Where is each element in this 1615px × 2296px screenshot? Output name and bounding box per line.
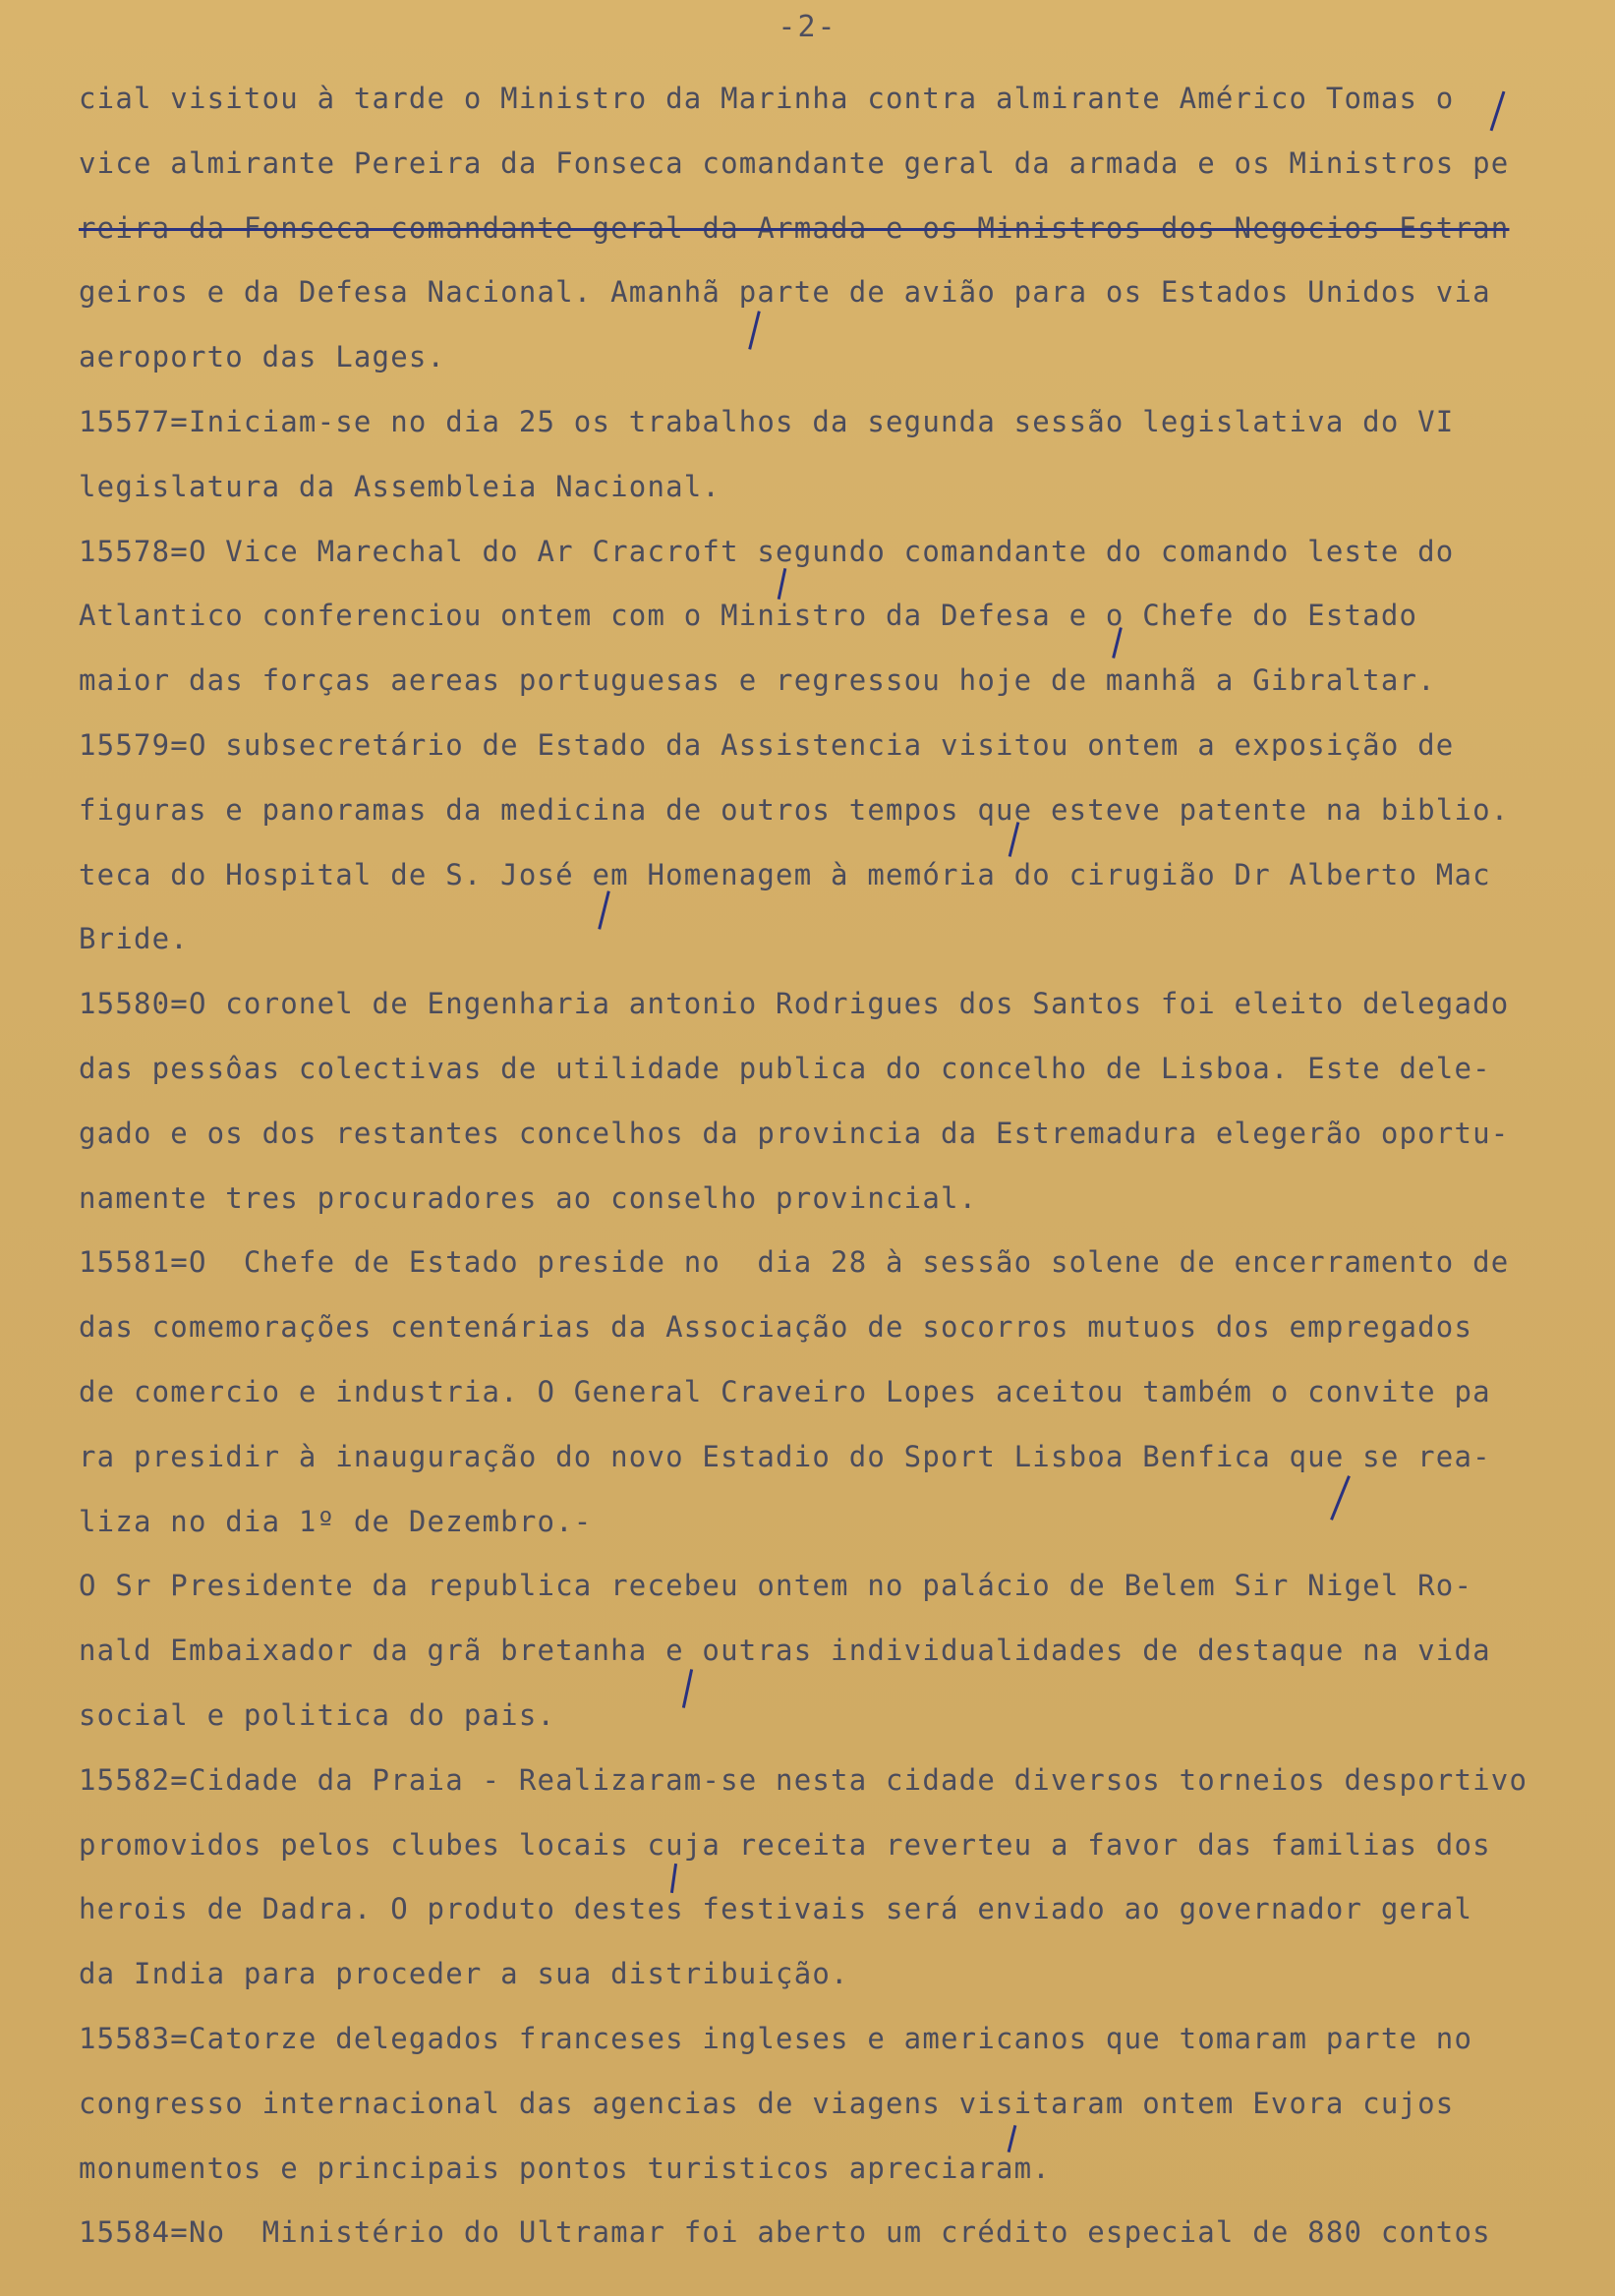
paragraph-start: 15580=O coronel de Engenharia antonio Rodrigues dos Santos foi eleito delegado [79, 987, 1510, 1021]
text-line: cial visitou à tarde o Ministro da Marinha contra almirante Américo Tomas o [79, 82, 1455, 115]
paragraph-start: O Sr Presidente da republica recebeu ontem no palácio de Belem Sir Nigel Ro- [79, 1569, 1473, 1603]
text-line: da India para proceder a sua distribuição. [79, 1957, 849, 1991]
text-line: social e politica do pais. [79, 1697, 556, 1732]
text-line: Bride. [79, 922, 189, 956]
text-line: herois de Dadra. O produto destes festivais será enviado ao governador geral [79, 1892, 1473, 1926]
paragraph-start: 15583=Catorze delegados franceses ingleses e americanos que tomaram parte no [79, 2021, 1473, 2055]
text-line: monumentos e principais pontos turisticos apreciaram. [79, 2151, 1051, 2185]
text-line: teca do Hospital de S. José em Homenagem à memória do cirugião Dr Alberto Mac [79, 857, 1491, 891]
text-line: legislatura da Assembleia Nacional. [79, 469, 721, 503]
paragraph-start: 15578=O Vice Marechal do Ar Cracroft segundo comandante do comando leste do [79, 534, 1455, 568]
text-line: ra presidir à inauguração do novo Estadio do Sport Lisboa Benfica que se rea- [79, 1439, 1491, 1473]
text-line: Atlantico conferenciou ontem com o Ministro da Defesa e o Chefe do Estado [79, 599, 1418, 633]
paragraph-start: 15584=No Ministério do Ultramar foi aberto um crédito especial de 880 contos [79, 2215, 1491, 2250]
text-line: promovidos pelos clubes locais cuja receita reverteu a favor das familias dos [79, 1827, 1491, 1862]
paragraph-start: 15579=O subsecretário de Estado da Assistencia visitou ontem a exposição de [79, 727, 1455, 762]
text-line: congresso internacional das agencias de viagens visitaram ontem Evora cujos [79, 2086, 1455, 2120]
strikethrough-text: reira da Fonseca comandante geral da Armada e os Ministros dos Negocios Estran [79, 210, 1510, 245]
page-number: -2- [778, 10, 837, 44]
text-line: figuras e panoramas da medicina de outros tempos que esteve patente na biblio. [79, 792, 1510, 827]
paragraph-start: 15581=O Chefe de Estado preside no dia 28 à sessão solene de encerramento de [79, 1245, 1510, 1280]
paragraph-start: 15582=Cidade da Praia - Realizaram-se nesta cidade diversos torneios desportivo [79, 1762, 1528, 1797]
text-line: geiros e da Defesa Nacional. Amanhã parte de avião para os Estados Unidos via [79, 275, 1491, 310]
text-line: vice almirante Pereira da Fonseca comandante geral da armada e os Ministros pe [79, 145, 1510, 180]
document-body [79, 67, 1592, 2266]
text-line: liza no dia 1º de Dezembro.- [79, 1504, 593, 1538]
text-line: das pessôas colectivas de utilidade publica do concelho de Lisboa. Este dele- [79, 1051, 1491, 1085]
text-line-struck [79, 197, 1592, 261]
text-line: gado e os dos restantes concelhos da provincia da Estremadura elegerão oportu- [79, 1116, 1510, 1150]
text-line: de comercio e industria. O General Craveiro Lopes aceitou também o convite pa [79, 1374, 1491, 1408]
text-line: das comemorações centenárias da Associação de socorros mutuos dos empregados [79, 1310, 1473, 1345]
text-line: maior das forças aereas portuguesas e regressou hoje de manhã a Gibraltar. [79, 663, 1436, 698]
text-line: namente tres procuradores ao conselho provincial. [79, 1180, 978, 1215]
text-line: nald Embaixador da grã bretanha e outras individualidades de destaque na vida [79, 1634, 1491, 1668]
paragraph-start: 15577=Iniciam-se no dia 25 os trabalhos da segunda sessão legislativa do VI [79, 404, 1455, 438]
text-line: aeroporto das Lages. [79, 340, 446, 374]
